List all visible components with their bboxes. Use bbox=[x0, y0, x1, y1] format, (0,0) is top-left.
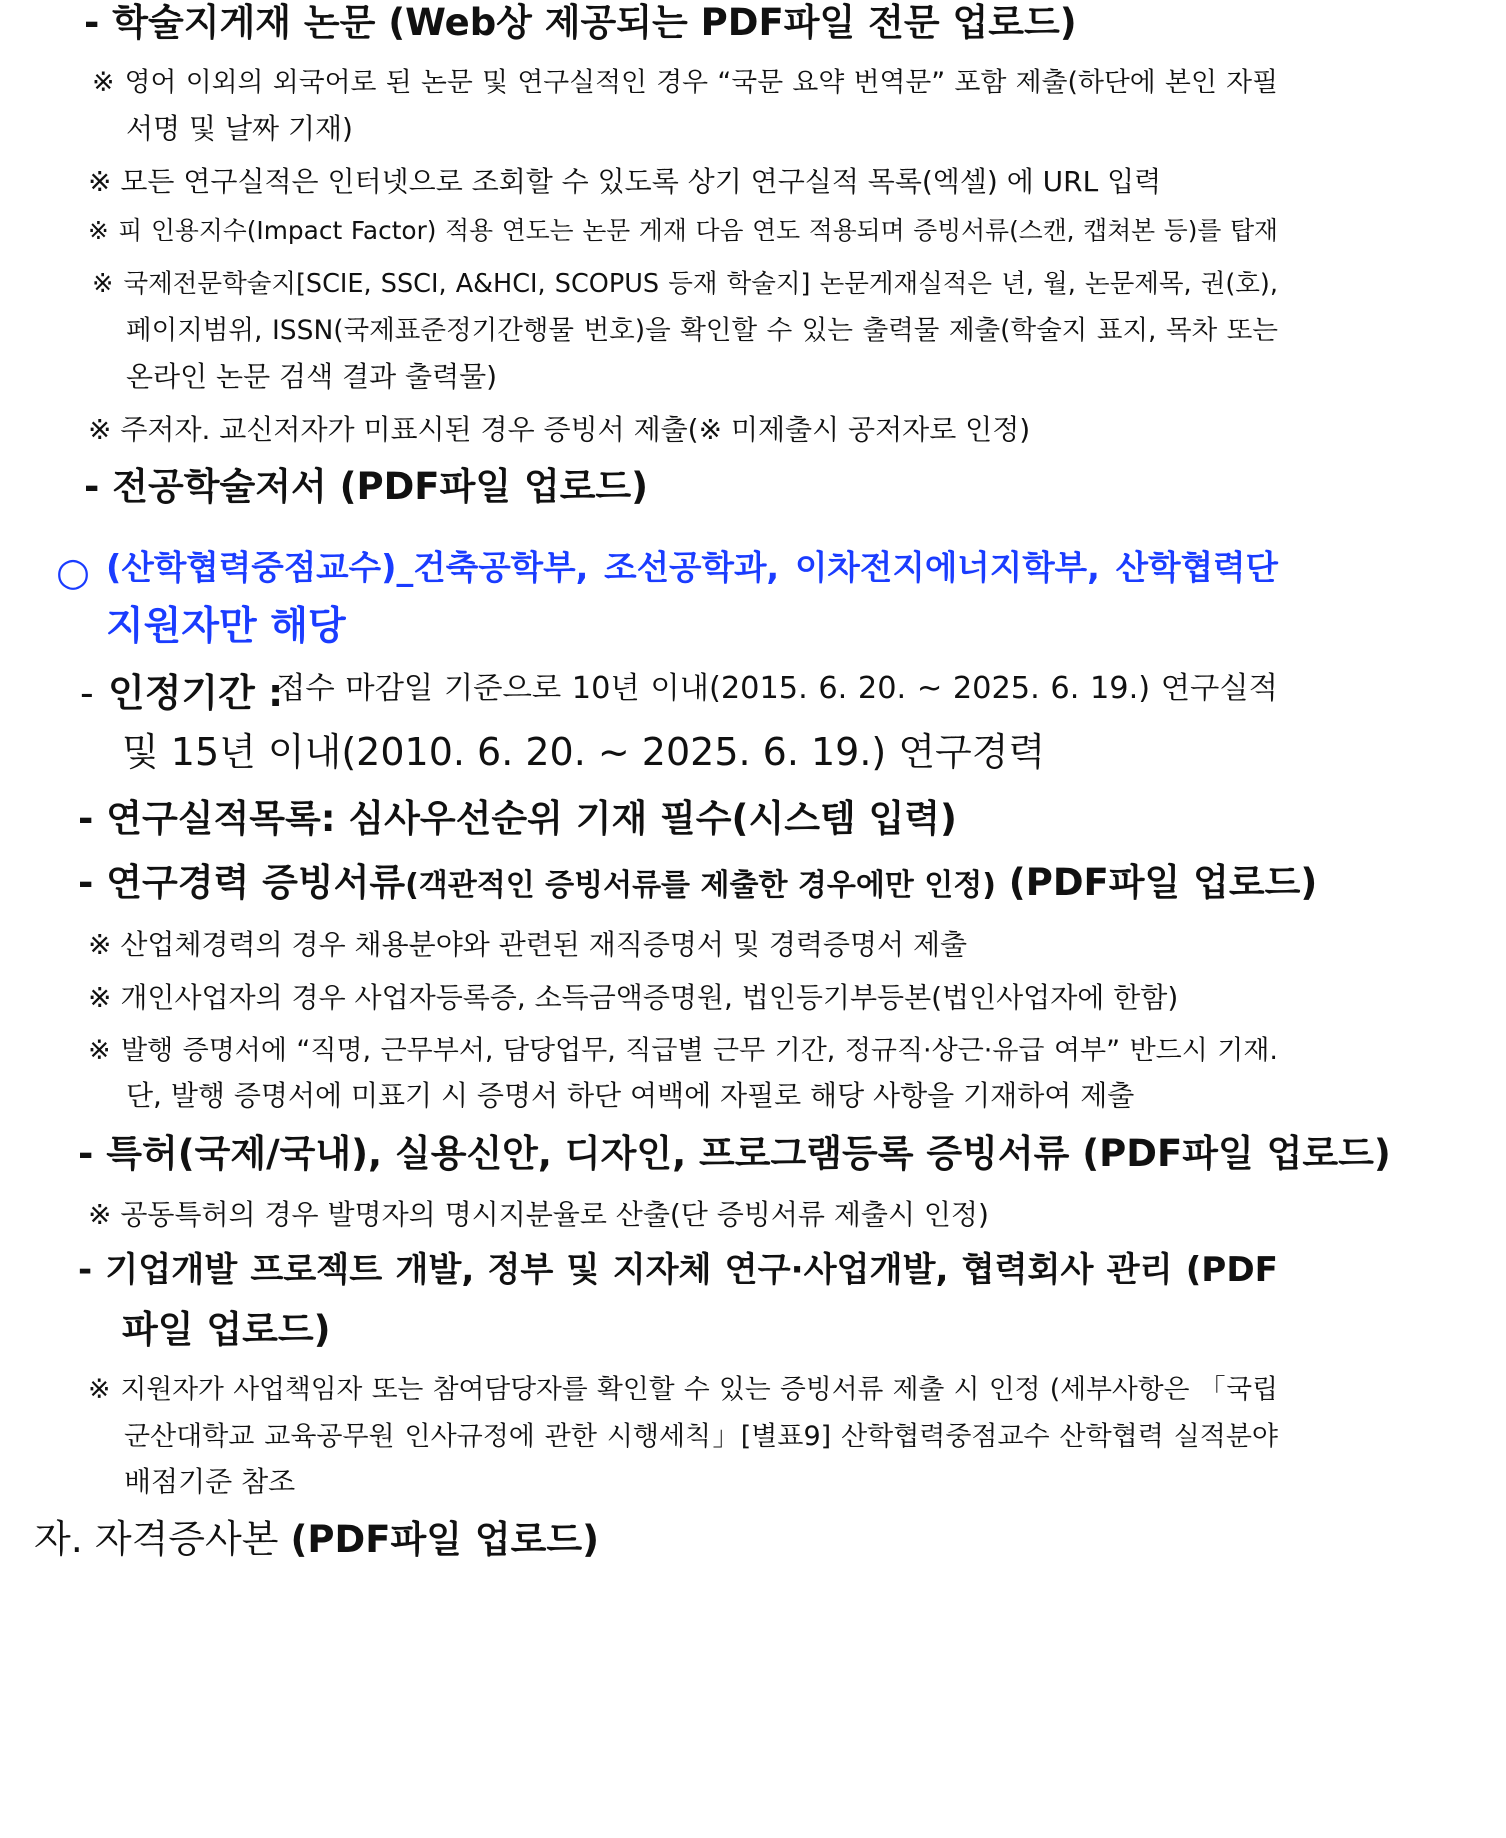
note-international-journals: ※ 국제전문학술지[SCIE, SSCI, A&HCI, SCOPUS 등재 학술지] 논문게재실적은 년, 월, 논문제목, 권(호), bbox=[92, 269, 1278, 299]
note-project-manager-cont: 군산대학교 교육공무원 인사규정에 관한 시행세칙」[별표9] 산학협력중점교수 산학협력 실적분야 bbox=[124, 1421, 1278, 1452]
bullet-circle: ○ bbox=[56, 550, 91, 595]
heading-corporate-projects: - 기업개발 프로젝트 개발, 정부 및 지자체 연구·사업개발, 협력회사 관리 (PDF bbox=[78, 1250, 1278, 1290]
note-corresponding-author: ※ 주저자. 교신저자가 미표시된 경우 증빙서 제출(※ 미제출시 공저자로 인정) bbox=[88, 413, 1031, 446]
label-recognition-period: 인정기간 : bbox=[108, 671, 284, 715]
heading-career-documents-upload: (PDF파일 업로드) bbox=[995, 861, 1318, 904]
note-url-input: ※ 모든 연구실적은 인터넷으로 조회할 수 있도록 상기 연구실적 목록(엑셀) 에 URL 입력 bbox=[88, 165, 1162, 198]
text-recognition-period-cont: 및 15년 이내(2010. 6. 20. ~ 2025. 6. 19.) 연구경력 bbox=[122, 730, 1046, 774]
heading-research-list: - 연구실적목록: 심사우선순위 기재 필수(시스템 입력) bbox=[78, 797, 957, 840]
note-international-journals-cont: 페이지범위, ISSN(국제표준정기간행물 번호)을 확인할 수 있는 출력물 제출(학술지 표지, 목차 또는 bbox=[126, 315, 1278, 346]
note-certificate-fields-cont: 단, 발행 증명서에 미표기 시 증명서 하단 여백에 자필로 해당 사항을 기재하여 제출 bbox=[126, 1079, 1135, 1112]
heading-certificates-upload: (PDF파일 업로드) bbox=[290, 1518, 600, 1561]
heading-career-documents-note: (객관적인 증빙서류를 제출한 경우에만 인정) bbox=[405, 868, 996, 903]
heading-certificates bbox=[34, 1517, 600, 1561]
dash-recognition-period: - bbox=[80, 671, 94, 715]
text-recognition-period: 접수 마감일 기준으로 10년 이내(2015. 6. 20. ~ 2025. 6. 19.) 연구실적 bbox=[276, 671, 1278, 706]
heading-certificates-label: 자. 자격증사본 bbox=[34, 1517, 291, 1561]
note-industry-career: ※ 산업체경력의 경우 채용분야와 관련된 재직증명서 및 경력증명서 제출 bbox=[88, 928, 968, 961]
note-international-journals-cont2: 온라인 논문 검색 결과 출력물) bbox=[126, 360, 498, 393]
heading-academic-books: - 전공학술저서 (PDF파일 업로드) bbox=[84, 465, 649, 508]
section-industry-professor-cont: 지원자만 해당 bbox=[106, 604, 346, 649]
heading-career-documents bbox=[78, 861, 1318, 904]
heading-patents: - 특허(국제/국내), 실용신안, 디자인, 프로그램등록 증빙서류 (PDF파일 업로드) bbox=[78, 1132, 1391, 1175]
note-certificate-fields: ※ 발행 증명서에 “직명, 근무부서, 담당업무, 직급별 근무 기간, 정규직·상근·유급 여부” 반드시 기재. bbox=[88, 1035, 1278, 1066]
heading-corporate-projects-cont: 파일 업로드) bbox=[122, 1308, 331, 1351]
note-joint-patent: ※ 공동특허의 경우 발명자의 명시지분율로 산출(단 증빙서류 제출시 인정) bbox=[88, 1198, 989, 1231]
note-sole-proprietor: ※ 개인사업자의 경우 사업자등록증, 소득금액증명원, 법인등기부등본(법인사업자에 한함) bbox=[88, 981, 1179, 1014]
heading-career-documents-main: - 연구경력 증빙서류 bbox=[78, 861, 406, 904]
note-project-manager-cont2: 배점기준 참조 bbox=[124, 1465, 296, 1498]
note-foreign-language-papers-cont: 서명 및 날짜 기재) bbox=[126, 112, 353, 145]
heading-journal-papers: - 학술지게재 논문 (Web상 제공되는 PDF파일 전문 업로드) bbox=[84, 1, 1077, 44]
note-impact-factor: ※ 피 인용지수(Impact Factor) 적용 연도는 논문 게재 다음 연도 적용되며 증빙서류(스캔, 캡쳐본 등)를 탑재 bbox=[88, 216, 1278, 245]
note-project-manager: ※ 지원자가 사업책임자 또는 참여담당자를 확인할 수 있는 증빙서류 제출 시 인정 (세부사항은 「국립 bbox=[88, 1374, 1278, 1405]
note-foreign-language-papers: ※ 영어 이외의 외국어로 된 논문 및 연구실적인 경우 “국문 요약 번역문” 포함 제출(하단에 본인 자필 bbox=[92, 67, 1278, 98]
section-industry-professor: (산학협력중점교수)_건축공학부, 조선공학과, 이차전지에너지학부, 산학협력단 bbox=[106, 548, 1278, 587]
